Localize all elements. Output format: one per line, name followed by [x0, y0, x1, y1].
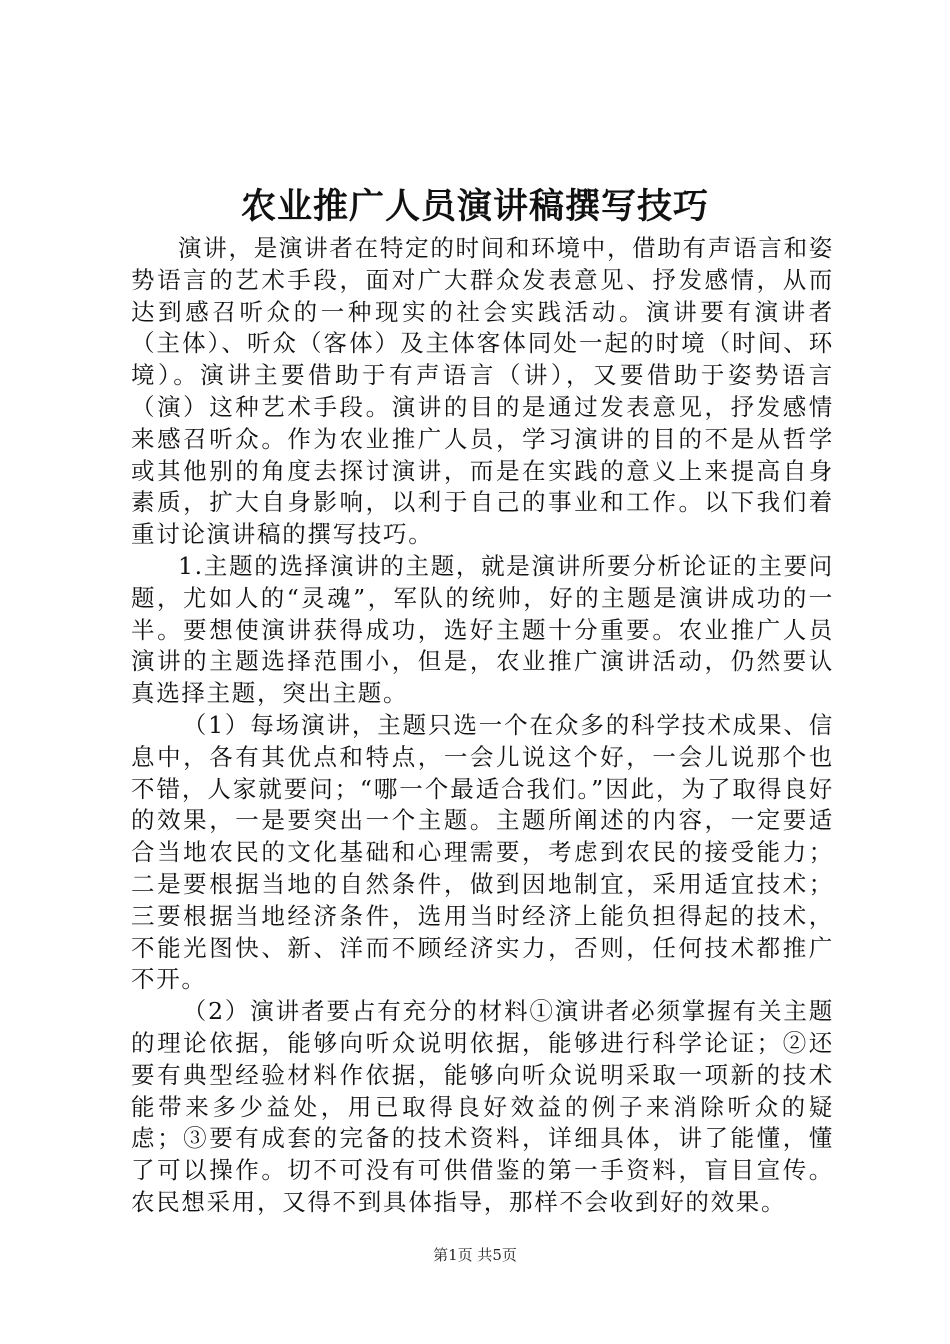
paragraph-intro: 演讲，是演讲者在特定的时间和环境中，借助有声语言和姿势语言的艺术手段，面对广大群众发表意见、抒发感情，从而达到感召听众的一种现实的社会实践活动。演讲要有演讲者（主体）、听众（客体）及主体客体同处一起的时境（时间、环境）。演讲主要借助于有声语言（讲），又要借助于姿势语言（演）这种艺术手段。演讲的目的是通过发表意见，抒发感情来感召听众。作为农业推广人员，学习演讲的目的不是从哲学或其他别的角度去探讨演讲，而是在实践的意义上来提高自身素质，扩大自身影响，以利于自己的事业和工作。以下我们着重讨论演讲稿的撰写技巧。 [131, 234, 834, 549]
paragraph-point-1: （1）每场演讲，主题只选一个在众多的科学技术成果、信息中，各有其优点和特点，一会儿说这个好，一会儿说那个也不错，人家就要问；“哪一个最适合我们。”因此，为了取得良好的效果，一是要突出一个主题。主题所阐述的内容，一定要适合当地农民的文化基础和心理需要，考虑到农民的接受能力；二是要根据当地的自然条件，做到因地制宜，采用适宜技术；三要根据当地经济条件，选用当时经济上能负担得起的技术，不能光图快、新、洋而不顾经济实力，否则，任何技术都推广不开。 [131, 710, 834, 994]
paragraph-point-2: （2）演讲者要占有充分的材料①演讲者必须掌握有关主题的理论依据，能够向听众说明依据，能够进行科学论证；②还要有典型经验材料作依据，能够向听众说明采取一项新的技术能带来多少益处，用已取得良好效益的例子来消除听众的疑虑；③要有成套的完备的技术资料，详细具体，讲了能懂，懂了可以操作。切不可没有可供借鉴的第一手资料，盲目宣传。农民想采用，又得不到具体指导，那样不会收到好的效果。 [131, 997, 834, 1216]
document-body [131, 233, 834, 1219]
page-footer: 第1页 共5页 [433, 1246, 517, 1264]
document-title: 农业推广人员演讲稿撰写技巧 [240, 186, 709, 227]
paragraph-topic-selection: 1.主题的选择演讲的主题，就是演讲所要分析论证的主要问题，尤如人的“灵魂”，军队的统帅，好的主题是演讲成功的一半。要想使演讲获得成功，选好主题十分重要。农业推广人员演讲的主题选择范围小，但是，农业推广演讲活动，仍然要认真选择主题，突出主题。 [131, 551, 834, 708]
